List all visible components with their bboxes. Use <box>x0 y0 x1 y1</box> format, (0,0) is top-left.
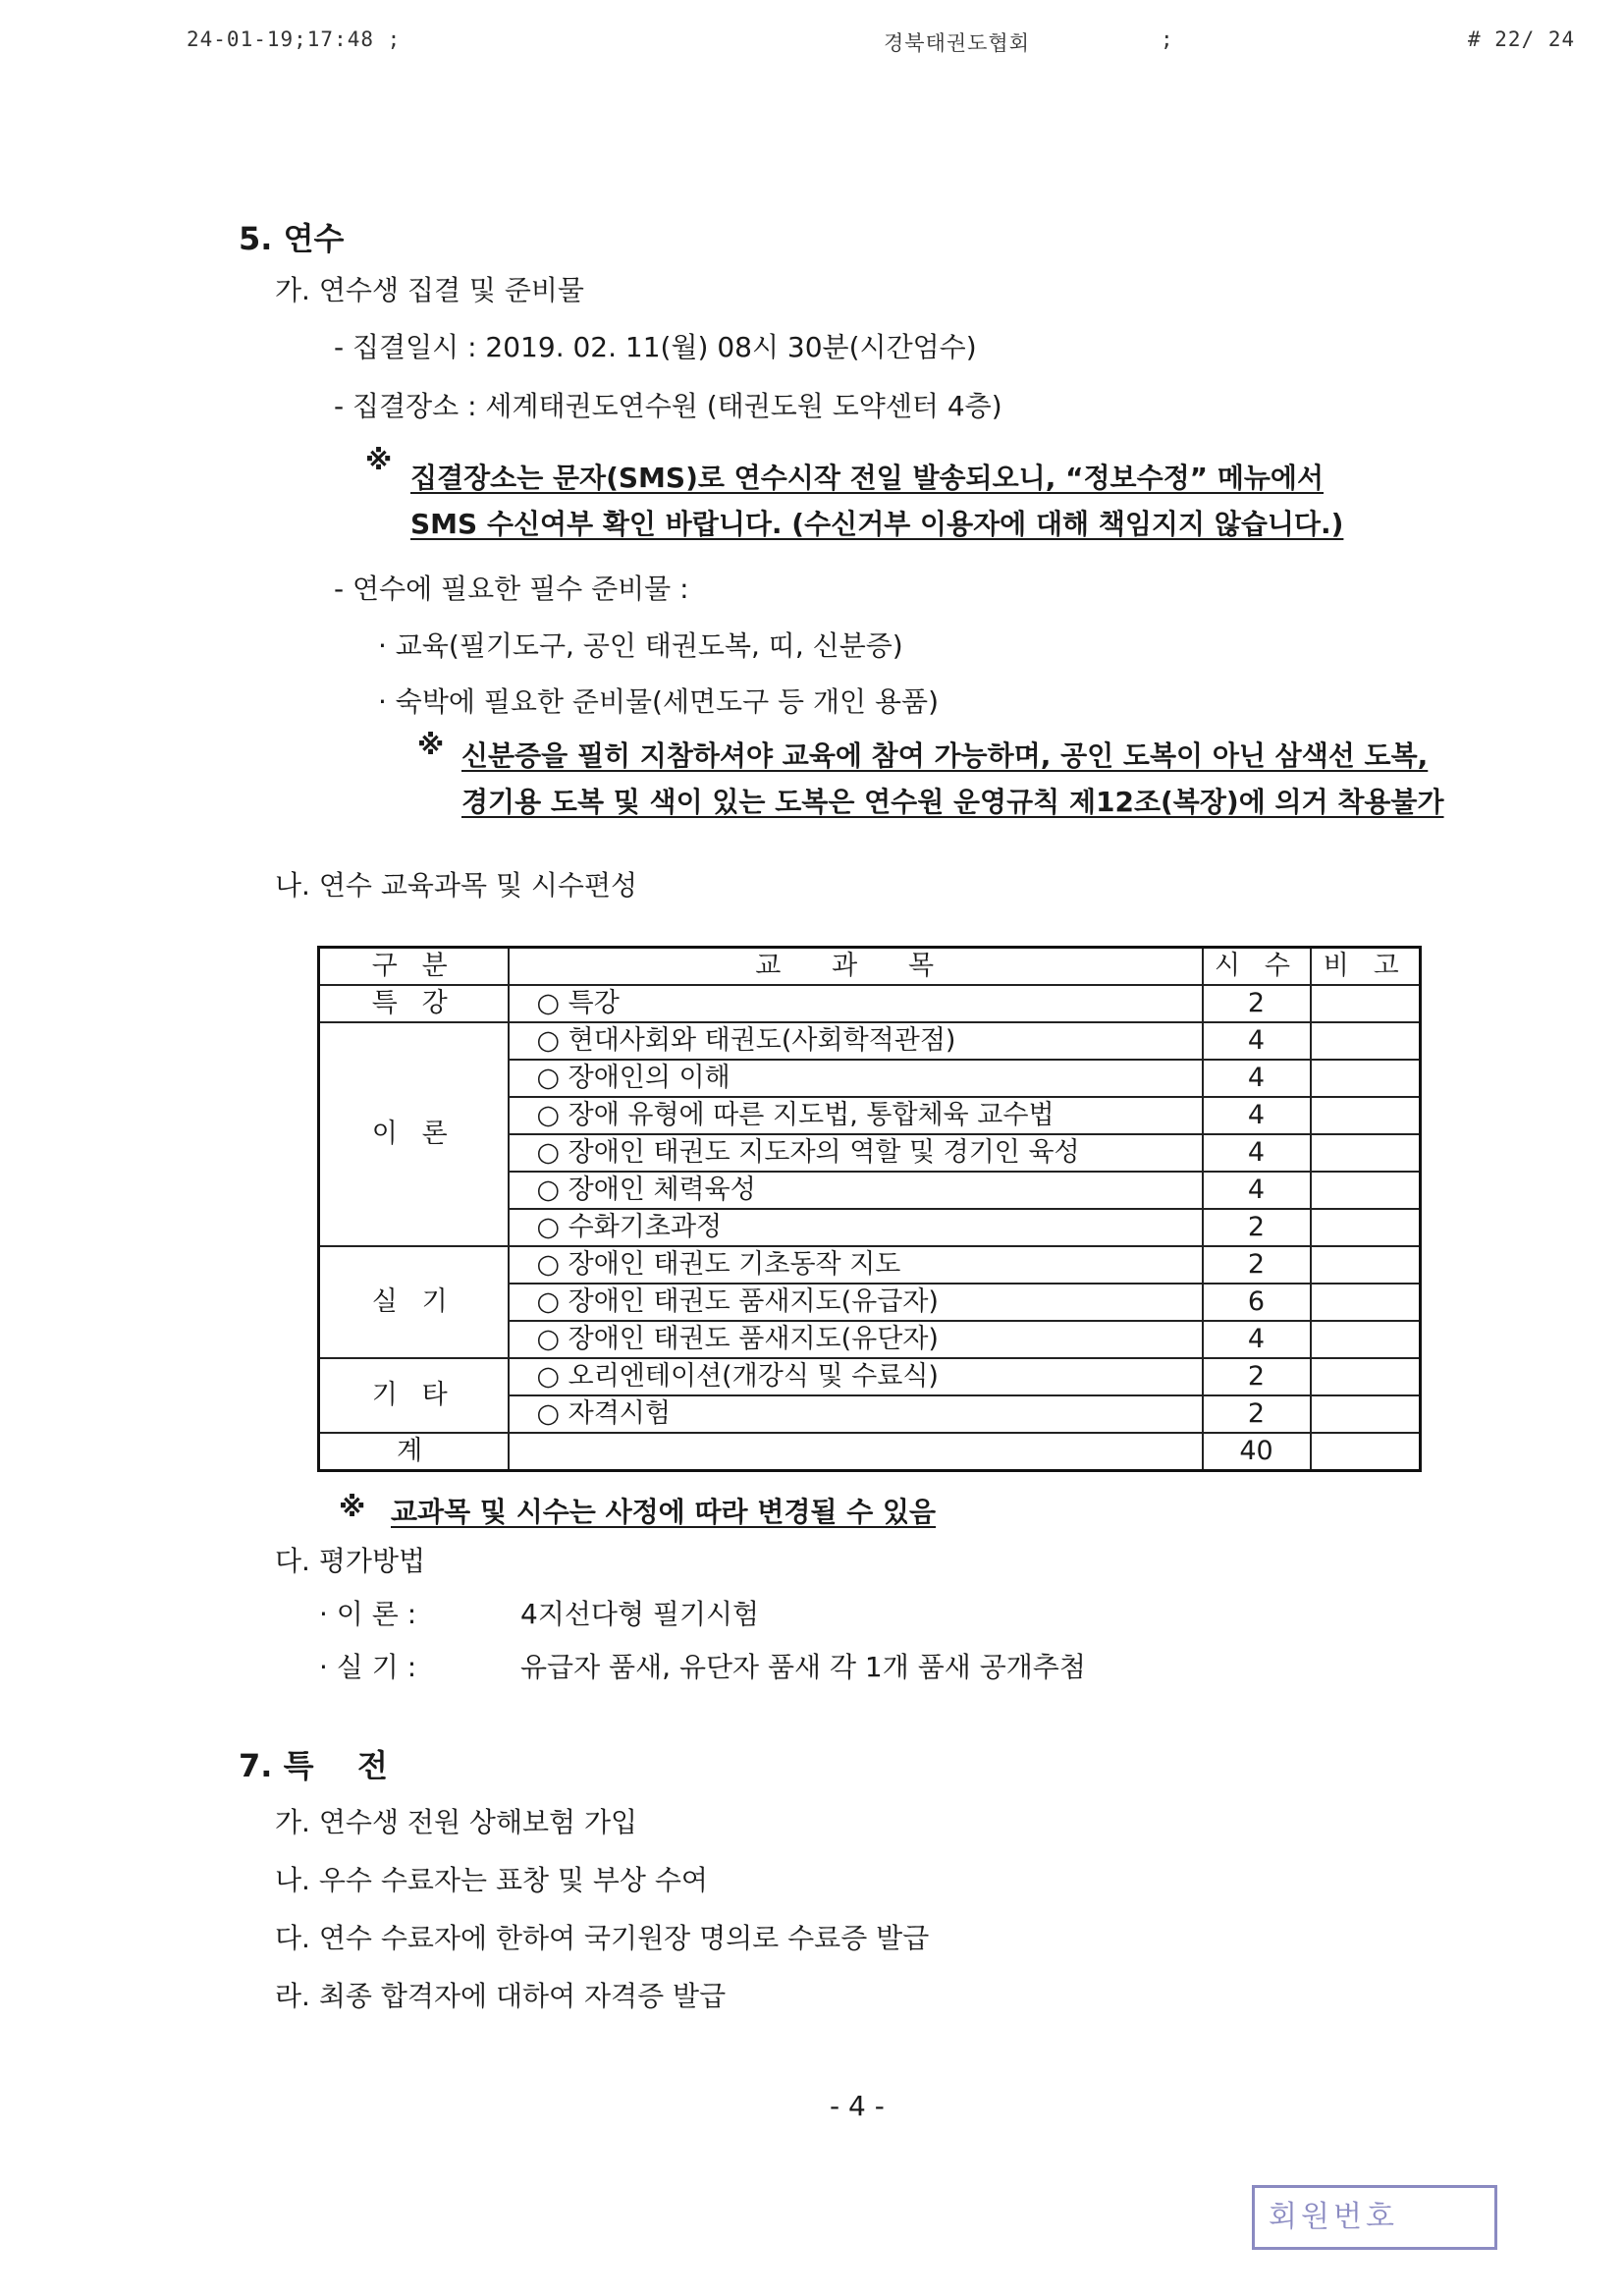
fax-sender: 경북태권도협회 <box>884 31 1031 55</box>
fax-page-count: # 22/ 24 <box>1468 27 1576 51</box>
category-cell: 특 강 <box>319 985 509 1022</box>
table-row <box>319 1246 1421 1284</box>
header-hours: 시 수 <box>1203 948 1311 986</box>
gathering-place: - 집결장소 : 세계태권도연수원 (태권도원 도약센터 4층) <box>334 390 1002 422</box>
remarks-cell <box>1311 1358 1421 1395</box>
sms-note-line2: SMS 수신여부 확인 바랍니다. (수신거부 이용자에 대해 책임지지 않습니다.) <box>410 508 1344 540</box>
total-label: 계 <box>319 1433 509 1471</box>
evaluation-label: · 실 기 : <box>319 1651 417 1683</box>
evaluation-label: · 이 론 : <box>319 1598 417 1630</box>
table-row <box>319 1358 1421 1395</box>
category-cell: 실 기 <box>319 1246 509 1358</box>
hours-cell: 4 <box>1203 1097 1311 1134</box>
preparation-item: · 교육(필기도구, 공인 태권도복, 띠, 신분증) <box>378 629 903 662</box>
fax-separator: ; <box>1161 27 1174 51</box>
remarks-cell <box>1311 1209 1421 1246</box>
table-row <box>319 1022 1421 1060</box>
table-header-row <box>319 948 1421 986</box>
remarks-cell <box>1311 1060 1421 1097</box>
subject-cell: ○ 장애인 태권도 지도자의 역할 및 경기인 육성 <box>509 1134 1203 1172</box>
hours-cell: 2 <box>1203 1209 1311 1246</box>
remarks-cell <box>1311 1022 1421 1060</box>
remarks-cell <box>1311 985 1421 1022</box>
subject-cell: ○ 장애인 태권도 기초동작 지도 <box>509 1246 1203 1284</box>
header-remarks: 비 고 <box>1311 948 1421 986</box>
subject-cell: ○ 장애 유형에 따른 지도법, 통합체육 교수법 <box>509 1097 1203 1134</box>
benefit-item: 나. 우수 수료자는 표창 및 부상 수여 <box>275 1864 708 1896</box>
header-category: 구 분 <box>319 948 509 986</box>
hours-cell: 2 <box>1203 1358 1311 1395</box>
subject-cell: ○ 장애인 체력육성 <box>509 1172 1203 1209</box>
hours-cell: 2 <box>1203 985 1311 1022</box>
curriculum-table <box>317 946 1422 1472</box>
remarks-cell <box>1311 1097 1421 1134</box>
section-7-title: 7. 특 전 <box>239 1747 388 1784</box>
hours-cell: 4 <box>1203 1022 1311 1060</box>
evaluation-text: 4지선다형 필기시험 <box>520 1598 760 1630</box>
subject-cell: ○ 수화기초과정 <box>509 1209 1203 1246</box>
evaluation-text: 유급자 품새, 유단자 품새 각 1개 품새 공개추첨 <box>520 1651 1086 1683</box>
hours-cell: 2 <box>1203 1395 1311 1433</box>
preparation-item: · 숙박에 필요한 준비물(세면도구 등 개인 용품) <box>378 685 940 718</box>
subject-cell: ○ 오리엔테이션(개강식 및 수료식) <box>509 1358 1203 1395</box>
hours-cell: 4 <box>1203 1060 1311 1097</box>
subject-cell: ○ 특강 <box>509 985 1203 1022</box>
section-5-title: 5. 연수 <box>239 220 345 257</box>
category-cell: 이 론 <box>319 1022 509 1246</box>
total-subject-cell <box>509 1433 1203 1471</box>
remarks-cell <box>1311 1246 1421 1284</box>
table-total-row <box>319 1433 1421 1471</box>
id-note-line2: 경기용 도복 및 색이 있는 도복은 연수원 운영규칙 제12조(복장)에 의거 착용불가 <box>461 786 1444 818</box>
table-note: 교과목 및 시수는 사정에 따라 변경될 수 있음 <box>391 1496 937 1528</box>
benefit-item: 라. 최종 합격자에 대하여 자격증 발급 <box>275 1980 727 2012</box>
subsection-na-title: 나. 연수 교육과목 및 시수편성 <box>275 869 638 902</box>
stamp-mark: 회원번호 <box>1252 2185 1497 2250</box>
page-number: - 4 - <box>830 2090 885 2122</box>
hours-cell: 4 <box>1203 1172 1311 1209</box>
note-mark: ※ <box>365 444 393 476</box>
remarks-cell <box>1311 1284 1421 1321</box>
gathering-date: - 집결일시 : 2019. 02. 11(월) 08시 30분(시간엄수) <box>334 331 977 363</box>
subject-cell: ○ 자격시험 <box>509 1395 1203 1433</box>
remarks-cell <box>1311 1172 1421 1209</box>
preparation-heading: - 연수에 필요한 필수 준비물 : <box>334 573 689 605</box>
hours-cell: 4 <box>1203 1134 1311 1172</box>
benefit-item: 가. 연수생 전원 상해보험 가입 <box>275 1806 638 1838</box>
note-mark: ※ <box>417 729 445 761</box>
hours-cell: 2 <box>1203 1246 1311 1284</box>
table-row <box>319 985 1421 1022</box>
subject-cell: ○ 장애인의 이해 <box>509 1060 1203 1097</box>
benefit-item: 다. 연수 수료자에 한하여 국기원장 명의로 수료증 발급 <box>275 1922 930 1954</box>
subject-cell: ○ 장애인 태권도 품새지도(유급자) <box>509 1284 1203 1321</box>
total-hours: 40 <box>1203 1433 1311 1471</box>
subsection-da-title: 다. 평가방법 <box>275 1545 426 1577</box>
remarks-cell <box>1311 1395 1421 1433</box>
subject-cell: ○ 현대사회와 태권도(사회학적관점) <box>509 1022 1203 1060</box>
fax-timestamp: 24-01-19;17:48 ; <box>187 27 402 51</box>
header-subject: 교 과 목 <box>509 948 1203 986</box>
note-mark: ※ <box>339 1491 366 1523</box>
remarks-cell <box>1311 1321 1421 1358</box>
subject-cell: ○ 장애인 태권도 품새지도(유단자) <box>509 1321 1203 1358</box>
hours-cell: 6 <box>1203 1284 1311 1321</box>
subsection-ga-title: 가. 연수생 집결 및 준비물 <box>275 274 584 306</box>
hours-cell: 4 <box>1203 1321 1311 1358</box>
remarks-cell <box>1311 1433 1421 1471</box>
id-note-line1: 신분증을 필히 지참하셔야 교육에 참여 가능하며, 공인 도복이 아닌 삼색선 도복, <box>461 739 1429 772</box>
category-cell: 기 타 <box>319 1358 509 1433</box>
remarks-cell <box>1311 1134 1421 1172</box>
sms-note-line1: 집결장소는 문자(SMS)로 연수시작 전일 발송되오니, “정보수정” 메뉴에서 <box>410 462 1325 494</box>
